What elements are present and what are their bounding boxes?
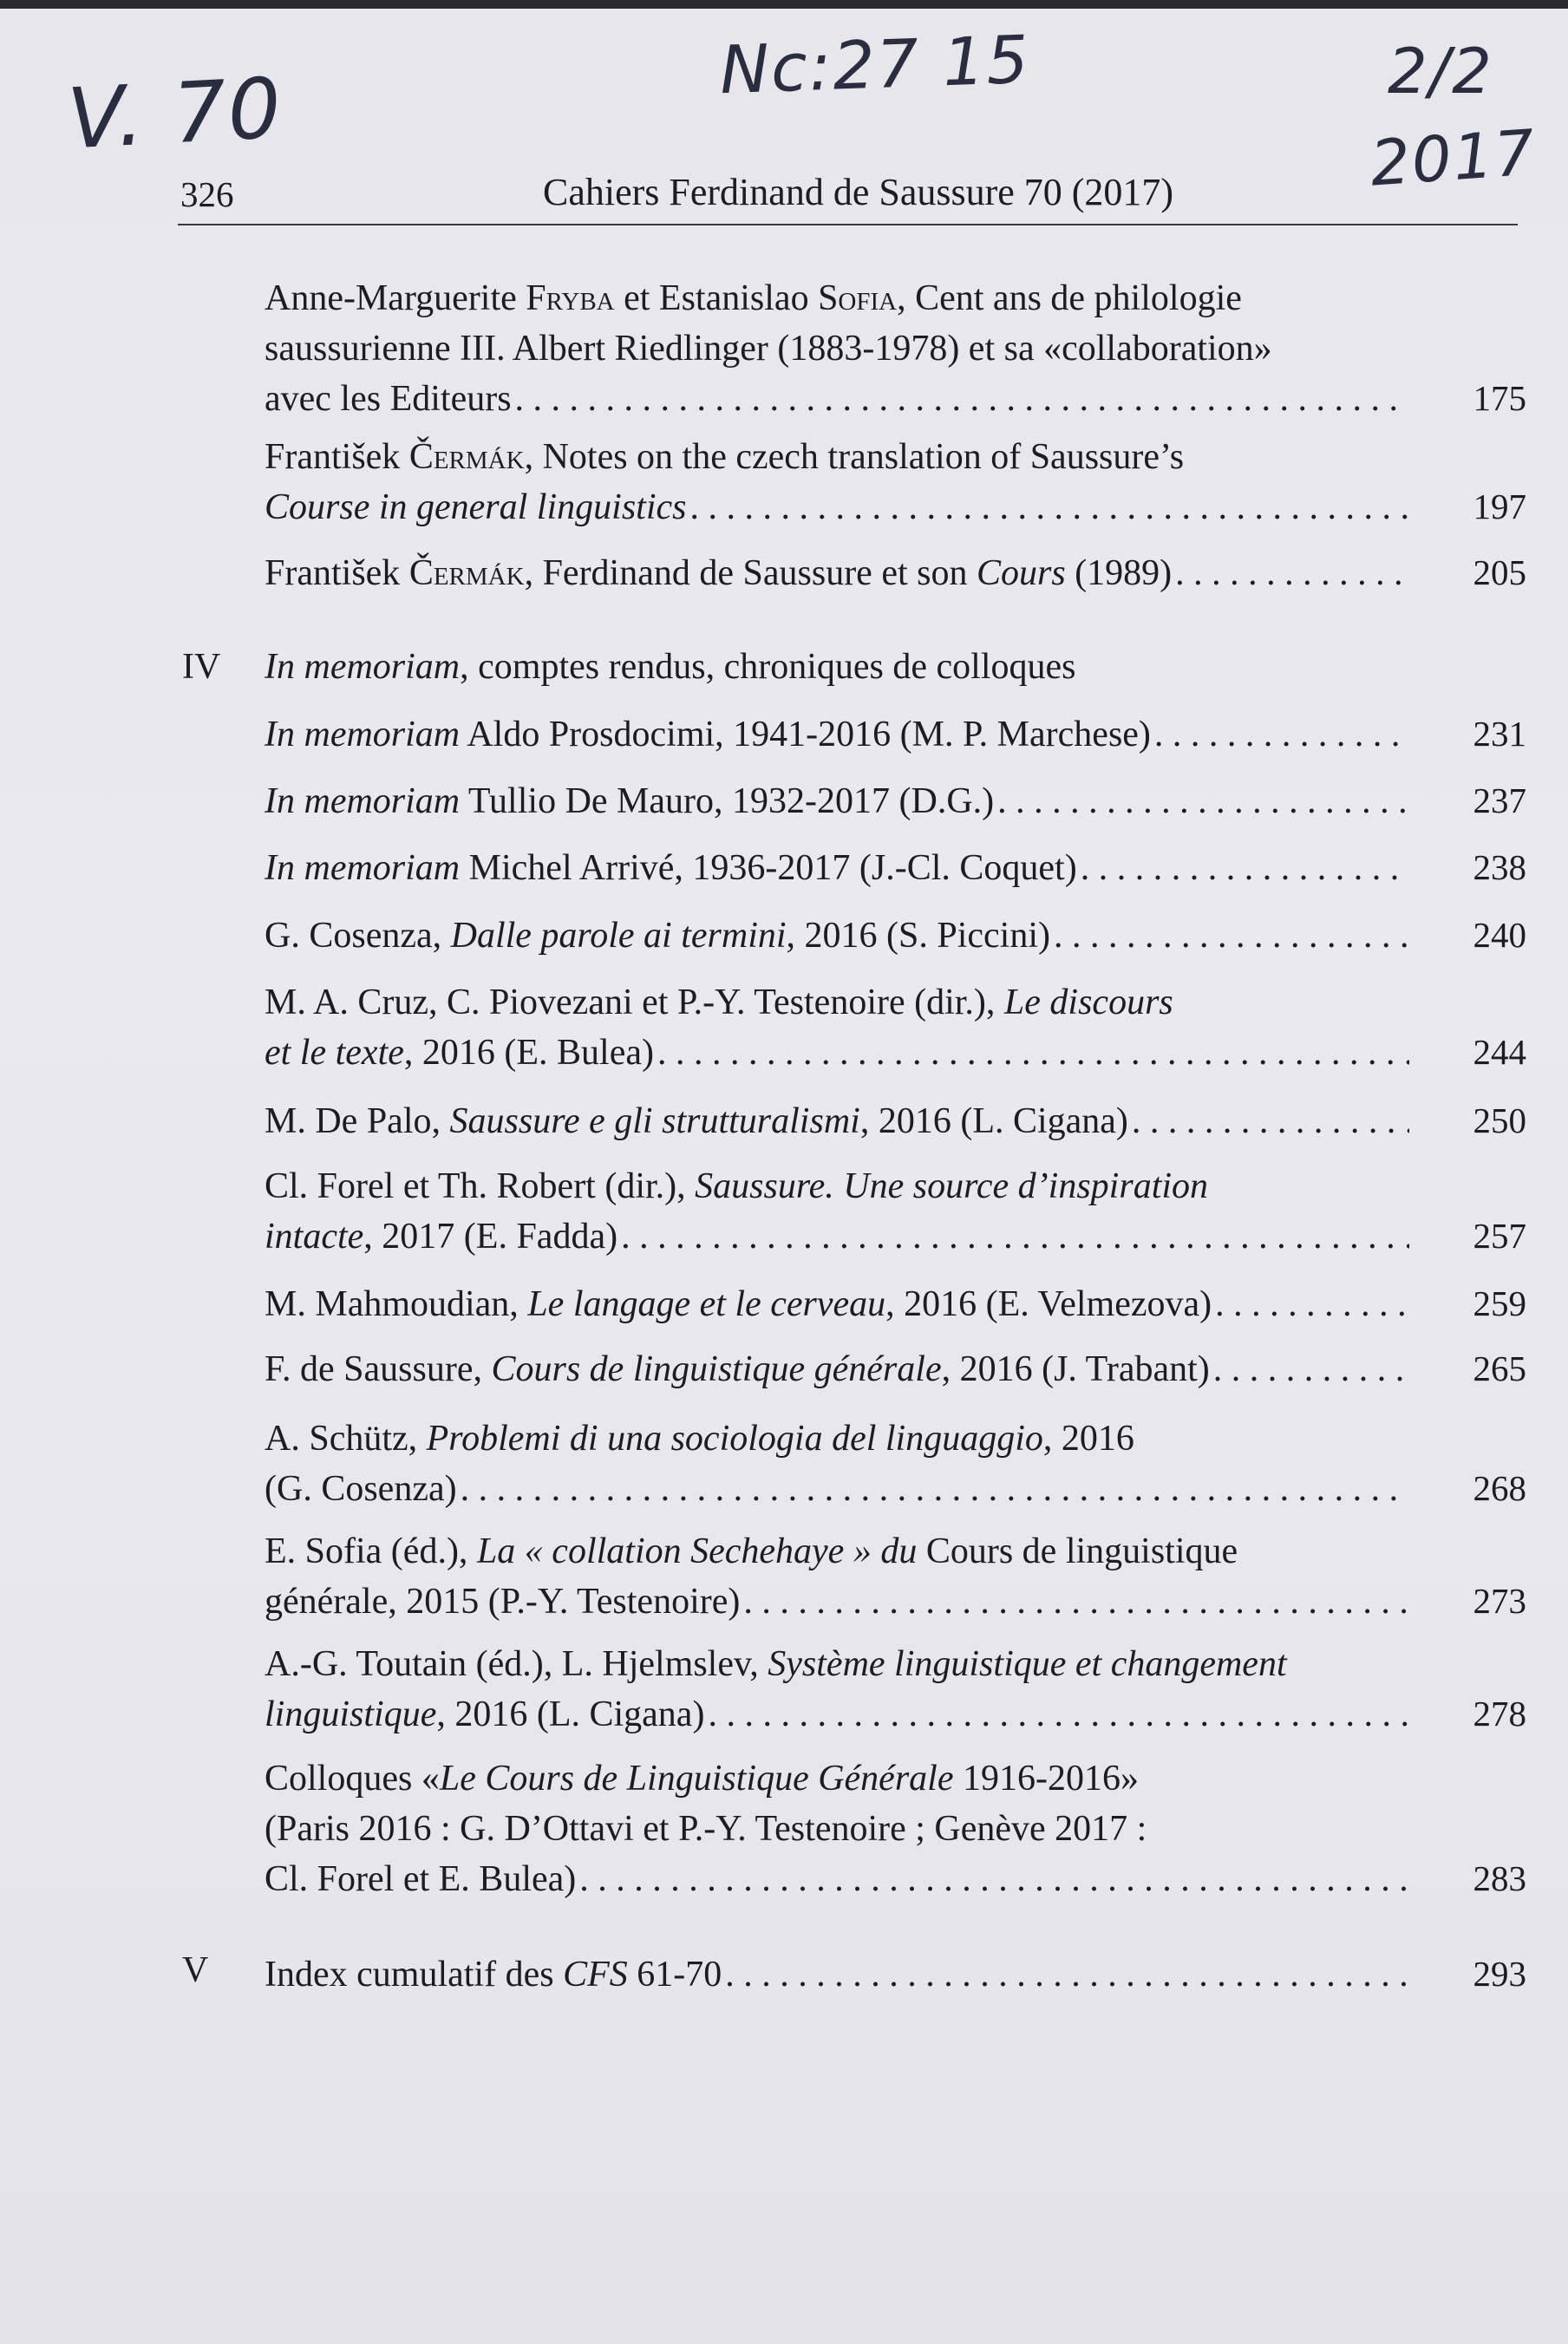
- dot-leader: [1213, 1344, 1409, 1394]
- entry-text-run: , 2016 (S. Piccini): [786, 916, 1051, 956]
- entry-line: [265, 1949, 1409, 2000]
- toc-entry: [265, 1414, 1409, 1514]
- entry-text-run: In memoriam: [265, 781, 461, 821]
- entry-text-run: Tullio De Mauro, 1932-2017 (D.G.): [460, 781, 995, 821]
- dot-leader: [1081, 843, 1409, 893]
- entry-page-number: 175: [1473, 378, 1526, 418]
- entry-text-run: , 2016 (L. Cigana): [859, 1101, 1128, 1141]
- entry-line: [265, 709, 1409, 760]
- entry-text-run: Le langage et le cerveau: [527, 1284, 886, 1324]
- entry-page-number: 283: [1473, 1858, 1526, 1898]
- section-number: V: [182, 1950, 209, 1990]
- handwritten-year-note: 2017: [1368, 115, 1539, 200]
- section-number: IV: [182, 647, 221, 687]
- entry-line: [265, 1161, 1409, 1211]
- entry-line-text: [265, 548, 1172, 598]
- dot-leader: [1175, 548, 1409, 598]
- dot-leader: [657, 1028, 1409, 1078]
- entry-text-run: František: [265, 437, 409, 477]
- entry-text-run: M. De Palo,: [265, 1101, 450, 1141]
- entry-text-run: 61-70: [627, 1955, 722, 1995]
- dot-leader: [1132, 1096, 1409, 1146]
- entry-text-run: Colloques «: [265, 1759, 440, 1799]
- entry-text-run: Čermák: [408, 553, 525, 593]
- dot-leader: [743, 1577, 1409, 1627]
- entry-page-number: 250: [1473, 1100, 1526, 1140]
- entry-text-run: , 2017 (E. Fadda): [363, 1217, 618, 1257]
- entry-text-run: Anne-Marguerite: [265, 278, 526, 318]
- entry-text-run: CFS: [563, 1955, 628, 1995]
- entry-text-run: Cours: [976, 553, 1066, 593]
- toc-entry: [265, 1344, 1409, 1394]
- entry-text-run: Le Cours de Linguistique Générale: [439, 1759, 954, 1799]
- entry-text-run: Cours de linguistique: [917, 1531, 1238, 1571]
- entry-page-number: 265: [1473, 1348, 1526, 1388]
- entry-line: [265, 1526, 1409, 1577]
- entry-line: [265, 323, 1409, 374]
- entry-text-run: générale, 2015 (P.-Y. Testenoire): [265, 1582, 741, 1622]
- entry-line: [265, 1279, 1409, 1329]
- entry-text-run: Cl. Forel et E. Bulea): [265, 1859, 577, 1899]
- entry-line: [265, 1639, 1409, 1689]
- entry-line-text: [265, 1344, 1210, 1394]
- entry-text-run: A.-G. Toutain (éd.), L. Hjelmslev,: [265, 1644, 768, 1684]
- entry-text-run: avec les Editeurs: [265, 379, 512, 419]
- entry-text-run: (1989): [1065, 553, 1173, 593]
- toc-entry: [265, 548, 1409, 598]
- entry-line-text: [265, 1577, 740, 1627]
- dot-leader: [1154, 709, 1409, 760]
- entry-line: [265, 374, 1409, 424]
- entry-line: [265, 1464, 1409, 1514]
- entry-page-number: 244: [1473, 1032, 1526, 1072]
- entry-line-text: [265, 1279, 1212, 1329]
- entry-line: [265, 273, 1409, 323]
- entry-line-text: [265, 776, 994, 826]
- dot-leader: [997, 776, 1409, 826]
- entry-page-number: 205: [1473, 552, 1526, 592]
- entry-text-run: 1916-2016»: [953, 1759, 1139, 1799]
- entry-text-run: , 2016 (E. Bulea): [403, 1033, 654, 1073]
- entry-text-run: In memoriam: [265, 647, 461, 687]
- entry-line-text: [265, 709, 1151, 760]
- toc-entry: [265, 1949, 1409, 2000]
- entry-text-run: (G. Cosenza): [265, 1469, 457, 1509]
- entry-text-run: M. A. Cruz, C. Piovezani et P.-Y. Testenoire (dir.),: [265, 983, 1004, 1022]
- dot-leader: [690, 482, 1410, 532]
- dot-leader: [708, 1689, 1409, 1740]
- entry-text-run: , Notes on the czech translation of Saussure’s: [524, 437, 1185, 477]
- handwritten-volume-note: V. 70: [65, 59, 285, 168]
- entry-text-run: , 2016: [1042, 1419, 1134, 1459]
- toc-entry: [265, 843, 1409, 893]
- entry-text-run: A. Schütz,: [265, 1419, 427, 1459]
- entry-line: [265, 1689, 1409, 1740]
- entry-text-run: , Cent ans de philologie: [897, 278, 1242, 318]
- entry-line: [265, 1753, 1409, 1804]
- toc-entry: [265, 977, 1409, 1078]
- entry-line-text: [265, 1949, 722, 2000]
- entry-line-text: [265, 1854, 576, 1904]
- entry-line: [265, 548, 1409, 598]
- toc-entry: [265, 1753, 1409, 1904]
- entry-line: [265, 482, 1409, 532]
- entry-text-run: In memoriam: [265, 848, 461, 888]
- entry-text-run: , comptes rendus, chroniques de colloques: [460, 647, 1076, 687]
- entry-line: [265, 843, 1409, 893]
- entry-text-run: G. Cosenza,: [265, 916, 451, 956]
- entry-text-run: M. Mahmoudian,: [265, 1284, 528, 1324]
- toc-entry: [265, 1161, 1409, 1262]
- page-number: 326: [180, 174, 234, 214]
- dot-leader: [1215, 1279, 1409, 1329]
- entry-line: [265, 977, 1409, 1028]
- entry-text-run: (Paris 2016 : G. D’Ottavi et P.-Y. Testenoire ; Genève 2017 :: [265, 1809, 1147, 1849]
- toc-entry: [265, 432, 1409, 532]
- entry-text-run: Aldo Prosdocimi, 1941-2016 (M. P. Marchese): [460, 715, 1151, 754]
- handwritten-number-note: Nc:27 15: [718, 20, 1032, 109]
- entry-text-run: Course in general linguistics: [265, 487, 687, 527]
- toc-entry: [265, 1096, 1409, 1146]
- toc-entry: [265, 776, 1409, 826]
- entry-text-run: František: [265, 553, 409, 593]
- entry-line: [265, 1854, 1409, 1904]
- entry-text-run: , 2016 (E. Velmezova): [885, 1284, 1212, 1324]
- entry-text-run: In memoriam: [265, 715, 461, 754]
- entry-text-run: Dalle parole ai termini: [450, 916, 787, 956]
- entry-line: [265, 432, 1409, 482]
- entry-line-text: [265, 1028, 654, 1078]
- entry-text-run: Saussure. Une source d’inspiration: [695, 1166, 1209, 1206]
- dot-leader: [579, 1854, 1409, 1904]
- toc-entry: [265, 1639, 1409, 1740]
- toc-entry: [265, 1526, 1409, 1627]
- dot-leader: [725, 1949, 1409, 2000]
- entry-text-run: Sofia: [818, 278, 898, 318]
- entry-page-number: 257: [1473, 1216, 1526, 1256]
- dot-leader: [461, 1464, 1409, 1514]
- header-rule: [178, 224, 1518, 225]
- entry-page-number: 278: [1473, 1694, 1526, 1734]
- entry-text-run: Système linguistique et changement: [768, 1644, 1287, 1684]
- dot-leader: [515, 374, 1409, 424]
- entry-text-run: Cours de linguistique générale: [491, 1349, 942, 1389]
- entry-text-run: Michel Arrivé, 1936-2017 (J.-Cl. Coquet): [460, 848, 1077, 888]
- entry-page-number: 259: [1473, 1283, 1526, 1323]
- entry-line: [265, 1096, 1409, 1146]
- running-head: Cahiers Ferdinand de Saussure 70 (2017): [543, 171, 1174, 213]
- entry-page-number: 231: [1473, 714, 1526, 754]
- entry-line: [265, 1344, 1409, 1394]
- entry-page-number: 240: [1473, 915, 1526, 955]
- toc-entry: [265, 911, 1409, 961]
- entry-line-text: [265, 843, 1077, 893]
- entry-page-number: 268: [1473, 1468, 1526, 1508]
- entry-line: [265, 1211, 1409, 1262]
- entry-page-number: 197: [1473, 486, 1526, 526]
- entry-line-text: [265, 911, 1050, 961]
- entry-line-text: [265, 1689, 704, 1740]
- entry-page-number: 293: [1473, 1954, 1526, 1994]
- entry-text-run: Le discours: [1003, 983, 1173, 1022]
- entry-text-run: Cl. Forel et Th. Robert (dir.),: [265, 1166, 696, 1206]
- entry-text-run: F. de Saussure,: [265, 1349, 492, 1389]
- entry-text-run: , Ferdinand de Saussure et son: [524, 553, 977, 593]
- entry-page-number: 238: [1473, 847, 1526, 887]
- entry-text-run: Saussure e gli strutturalismi: [449, 1101, 860, 1141]
- entry-text-run: Čermák: [408, 437, 525, 477]
- entry-line: [265, 1028, 1409, 1078]
- entry-line: [265, 1414, 1409, 1464]
- entry-line-text: [265, 1096, 1128, 1146]
- entry-line-text: [265, 1464, 457, 1514]
- entry-text-run: Fryba: [526, 278, 615, 318]
- entry-page-number: 237: [1473, 780, 1526, 820]
- entry-text-run: et le texte: [265, 1033, 404, 1073]
- entry-line-text: [265, 1211, 617, 1262]
- entry-line-text: [265, 482, 687, 532]
- toc-entry: [265, 273, 1409, 424]
- entry-line: [265, 911, 1409, 961]
- scan-top-edge: [0, 0, 1568, 9]
- entry-text-run: Problemi di una sociologia del linguaggio: [426, 1419, 1043, 1459]
- entry-line-text: [265, 374, 512, 424]
- entry-text-run: intacte: [265, 1217, 364, 1257]
- entry-text-run: linguistique: [265, 1694, 437, 1734]
- dot-leader: [621, 1211, 1409, 1262]
- toc-entry: [265, 1279, 1409, 1329]
- entry-line: [265, 1804, 1409, 1854]
- entry-text-run: saussurienne III. Albert Riedlinger (1883-1978) et sa «collaboration»: [265, 329, 1272, 369]
- section-title: [265, 646, 1075, 688]
- toc-entry: [265, 709, 1409, 760]
- entry-line: [265, 776, 1409, 826]
- entry-line: [265, 1577, 1409, 1627]
- entry-text-run: et Estanislao: [614, 278, 819, 318]
- entry-text-run: , 2016 (J. Trabant): [941, 1349, 1210, 1389]
- dot-leader: [1054, 911, 1409, 961]
- entry-text-run: Index cumulatif des: [265, 1955, 564, 1995]
- handwritten-issue-note: 2/2: [1388, 35, 1493, 108]
- entry-text-run: , 2016 (L. Cigana): [436, 1694, 705, 1734]
- entry-page-number: 273: [1473, 1581, 1526, 1621]
- entry-text-run: La « collation Sechehaye » du: [476, 1531, 918, 1571]
- entry-text-run: E. Sofia (éd.),: [265, 1531, 477, 1571]
